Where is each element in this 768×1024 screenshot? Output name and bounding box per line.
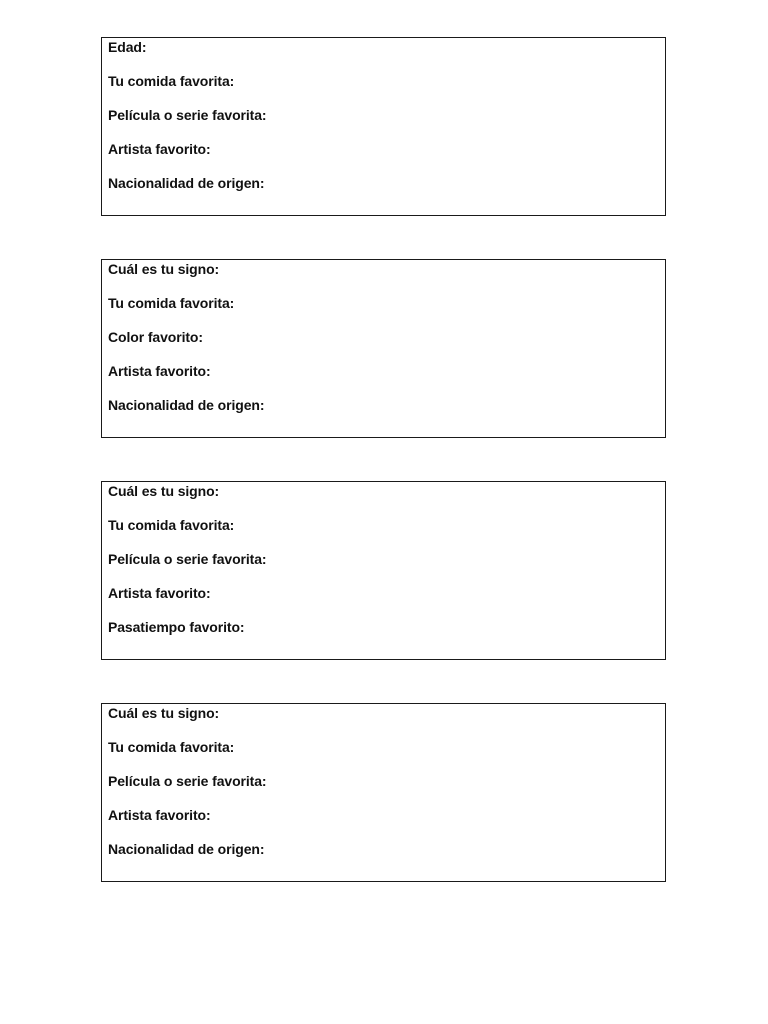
field-label-favorite-movie-series: Película o serie favorita: (108, 107, 267, 123)
field-label-zodiac-sign: Cuál es tu signo: (108, 705, 220, 721)
field-label-favorite-color: Color favorito: (108, 329, 203, 345)
field-label-age: Edad: (108, 39, 147, 55)
field-label-favorite-artist: Artista favorito: (108, 363, 211, 379)
question-card-4 (101, 703, 666, 882)
field-label-favorite-artist: Artista favorito: (108, 585, 211, 601)
question-card-3 (101, 481, 666, 660)
field-label-favorite-artist: Artista favorito: (108, 807, 211, 823)
field-label-nationality: Nacionalidad de origen: (108, 175, 265, 191)
field-label-zodiac-sign: Cuál es tu signo: (108, 261, 220, 277)
field-label-favorite-food: Tu comida favorita: (108, 295, 235, 311)
field-label-favorite-food: Tu comida favorita: (108, 73, 235, 89)
field-label-favorite-food: Tu comida favorita: (108, 517, 235, 533)
field-label-nationality: Nacionalidad de origen: (108, 397, 265, 413)
field-label-favorite-movie-series: Película o serie favorita: (108, 551, 267, 567)
field-label-zodiac-sign: Cuál es tu signo: (108, 483, 220, 499)
field-label-favorite-hobby: Pasatiempo favorito: (108, 619, 245, 635)
field-label-favorite-food: Tu comida favorita: (108, 739, 235, 755)
field-label-nationality: Nacionalidad de origen: (108, 841, 265, 857)
field-label-favorite-movie-series: Película o serie favorita: (108, 773, 267, 789)
question-card-2 (101, 259, 666, 438)
field-label-favorite-artist: Artista favorito: (108, 141, 211, 157)
question-card-1 (101, 37, 666, 216)
